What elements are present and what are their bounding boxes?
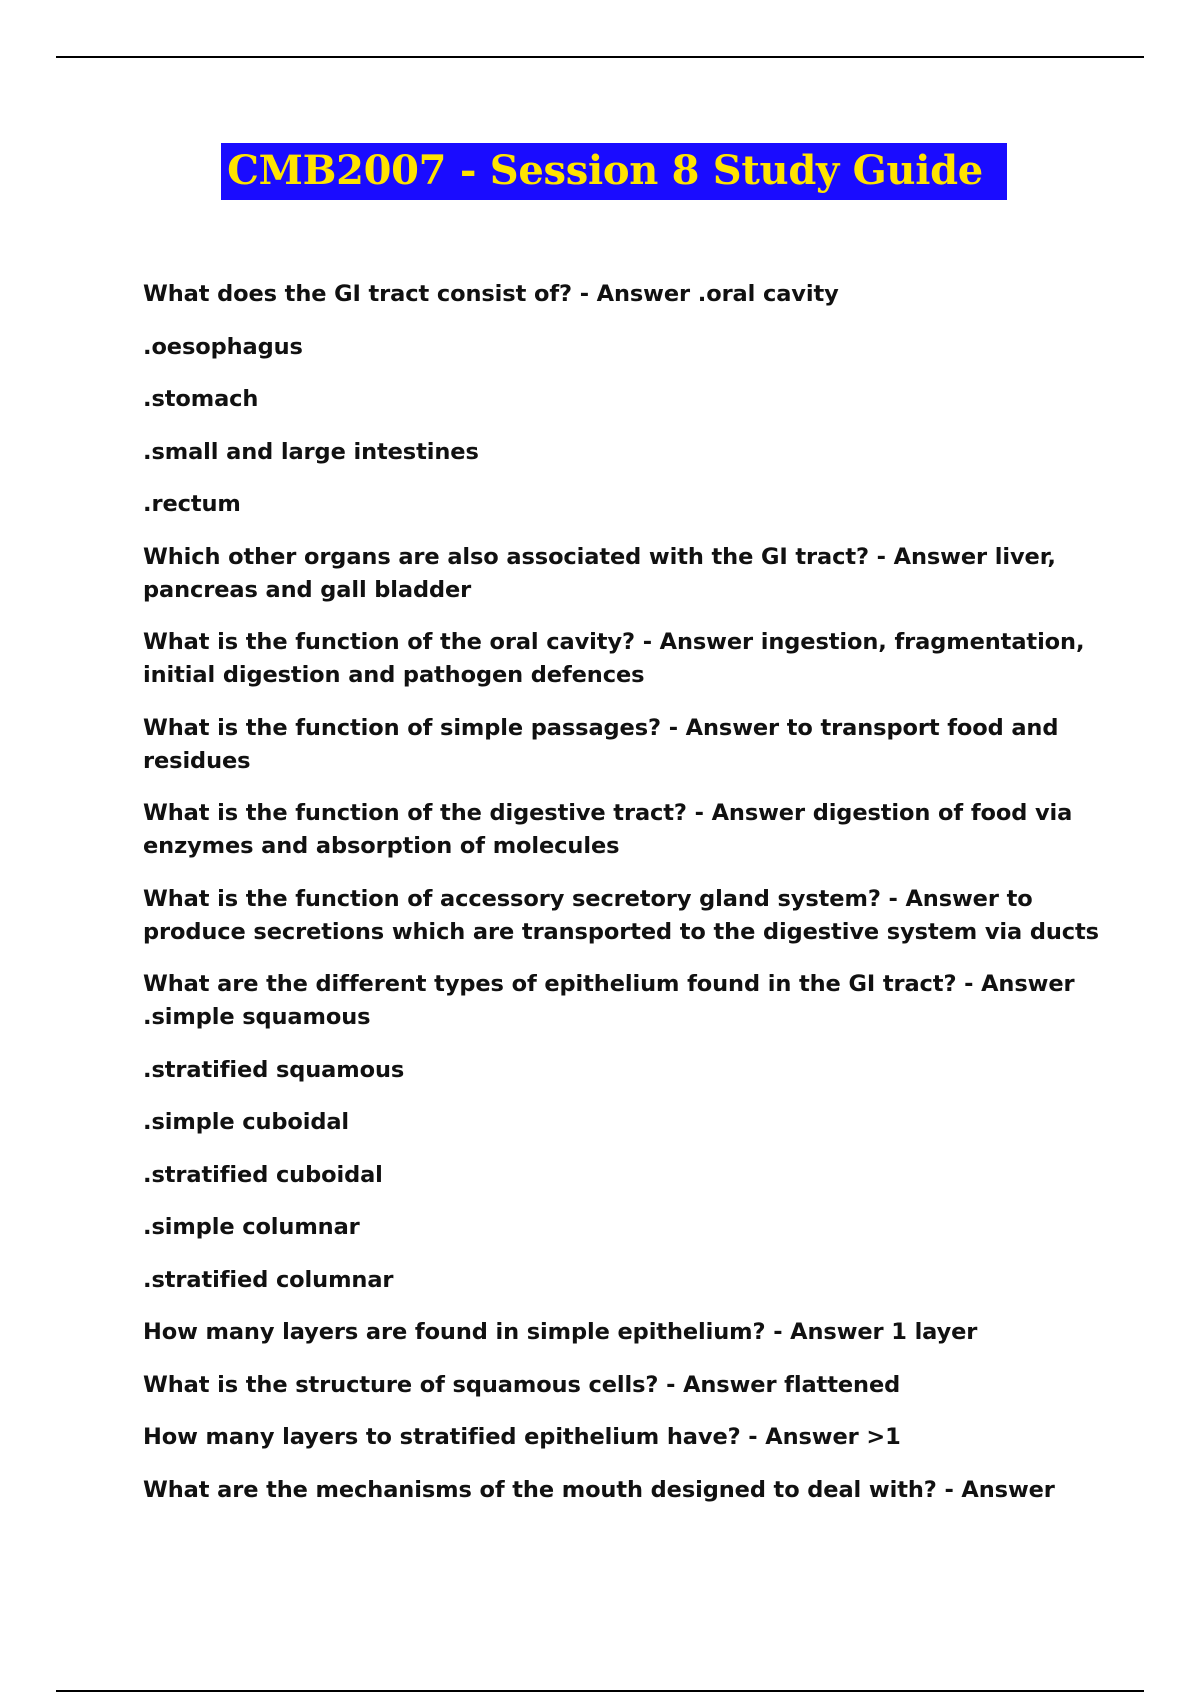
text-line: What are the mechanisms of the mouth designed to deal with? - Answer <box>143 1476 1055 1503</box>
bottom-rule <box>56 1690 1144 1692</box>
text-line: .simple cuboidal <box>143 1109 350 1135</box>
text-line: .rectum <box>143 491 241 517</box>
text-line: What are the different types of epithelium found in the GI tract? - Answer .simple squamous <box>143 971 1075 1030</box>
text-line: What is the structure of squamous cells? - Answer flattened <box>143 1371 901 1398</box>
text-line: Which other organs are also associated with the GI tract? - Answer liver, pancreas and gall bladder <box>143 543 1056 603</box>
text-line: What does the GI tract consist of? - Answer .oral cavity <box>143 281 839 307</box>
text-line: .stomach <box>143 386 259 412</box>
text-line: What is the function of the digestive tract? - Answer digestion of food via enzymes and absorption of molecules <box>143 800 1073 859</box>
study-guide-content <box>143 278 1103 1526</box>
text-line: .stratified squamous <box>143 1056 405 1083</box>
text-line: What is the function of simple passages? - Answer to transport food and residues <box>143 714 1059 774</box>
text-line: What is the function of accessory secretory gland system? - Answer to produce secretions which are transported to the digestive system via ducts <box>143 885 1099 945</box>
text-line: How many layers are found in simple epithelium? - Answer 1 layer <box>143 1319 978 1345</box>
top-rule <box>56 56 1144 58</box>
title-banner <box>0 143 1200 200</box>
page-title: CMB2007 - Session 8 Study Guide <box>221 143 1007 200</box>
text-line: .stratified columnar <box>143 1266 394 1293</box>
text-line: How many layers to stratified epithelium have? - Answer >1 <box>143 1424 901 1450</box>
text-line: .stratified cuboidal <box>143 1161 383 1188</box>
text-line: What is the function of the oral cavity? - Answer ingestion, fragmentation, initial digestion and pathogen defences <box>143 629 1085 688</box>
text-line: .oesophagus <box>143 333 303 360</box>
text-line: .small and large intestines <box>143 438 479 465</box>
text-line: .simple columnar <box>143 1214 360 1240</box>
